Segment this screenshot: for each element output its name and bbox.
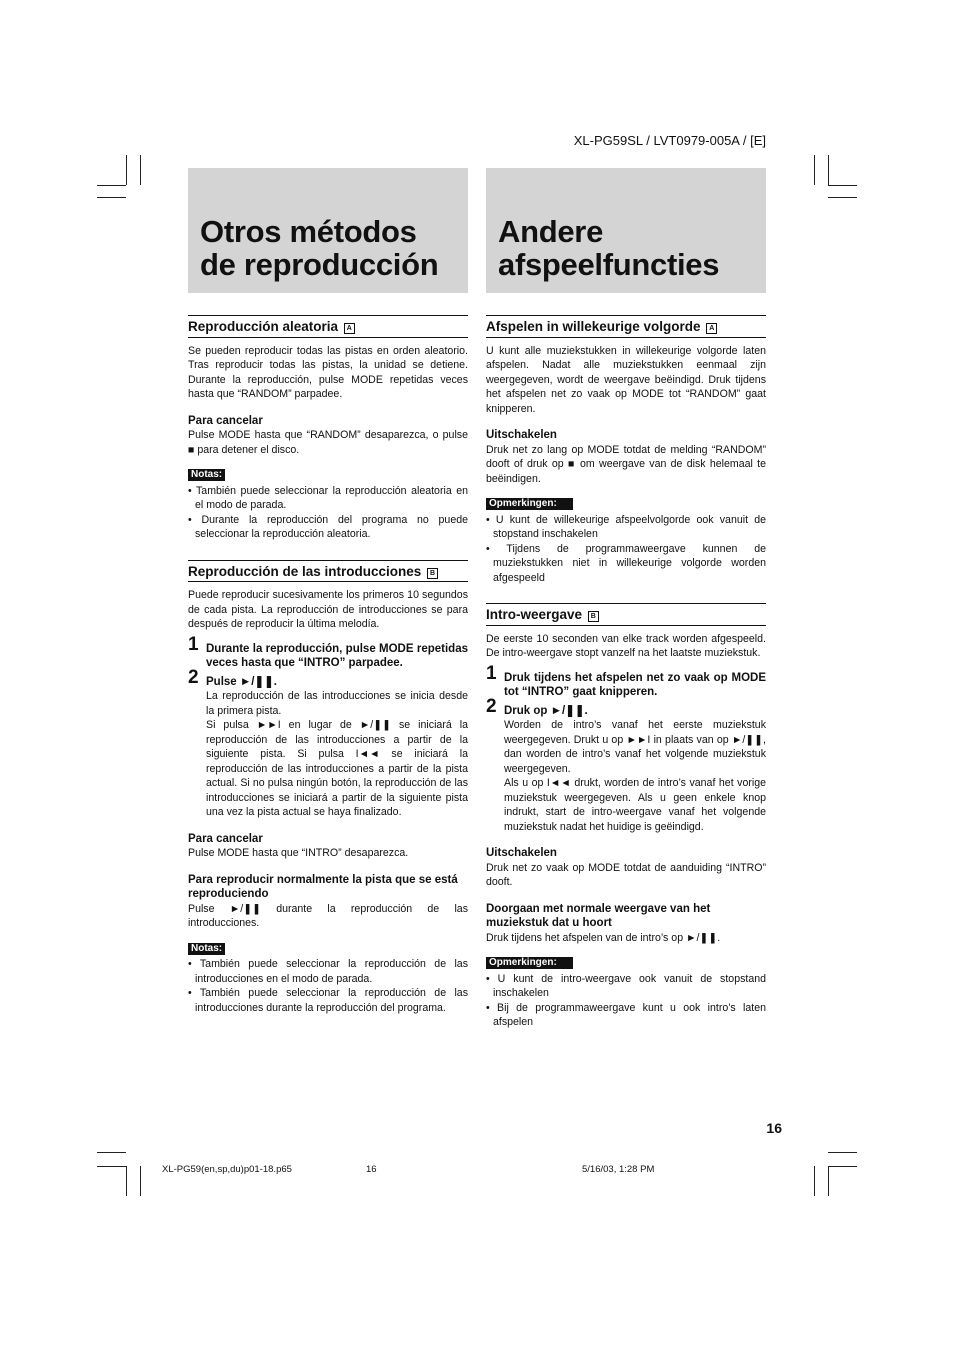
step-text: Pulse ►/❚❚. <box>206 675 277 688</box>
column-es <box>188 315 468 1015</box>
paragraph: Pulse ►/❚❚ durante la reproducción de las introducciones. <box>188 902 468 929</box>
subheading: Para cancelar <box>188 832 263 845</box>
badge-a: A <box>706 323 717 334</box>
step-text: Druk op ►/❚❚. <box>504 704 588 717</box>
step-text: Druk tijdens het afspelen net zo vaak op MODE tot “INTRO” gaat knipperen. <box>504 671 766 698</box>
paragraph: Druk tijdens het afspelen van de intro’s op ►/❚❚. <box>486 931 721 944</box>
section-heading: Reproducción aleatoria A <box>188 315 468 338</box>
notes-list <box>486 513 766 586</box>
title-banner-es <box>188 168 468 293</box>
subheading: Para reproducir normalmente la pista que se está reproduciendo <box>188 873 458 900</box>
crop-mark <box>97 197 126 198</box>
crop-mark <box>828 185 857 186</box>
step <box>486 695 766 835</box>
footer-date: 5/16/03, 1:28 PM <box>582 1164 655 1175</box>
paragraph: De eerste 10 seconden van elke track worden afgespeeld. De intro-weergave stopt vanzelf na het laatste muziekstuk. <box>486 632 766 659</box>
badge-b: B <box>427 568 438 579</box>
list-item: • También puede seleccionar la reproducción aleatoria en el modo de parada. <box>188 484 468 513</box>
paragraph: Druk net zo vaak op MODE totdat de aanduiding “INTRO” dooft. <box>486 861 766 888</box>
step-number: 2 <box>486 695 497 717</box>
crop-mark <box>828 1166 829 1196</box>
step <box>188 633 468 671</box>
notes-list <box>188 484 468 542</box>
list-item: • También puede seleccionar la reproducción de las introducciones durante la reproducción del programa. <box>188 986 468 1015</box>
crop-mark <box>126 1166 127 1196</box>
model-code: XL-PG59SL / LVT0979-005A / [E] <box>573 133 766 148</box>
list-item: • U kunt de willekeurige afspeelvolgorde ook vanuit de stopstand inschakelen <box>486 513 766 542</box>
crop-mark <box>828 197 857 198</box>
paragraph: Pulse MODE hasta que “INTRO” desaparezca. <box>188 847 409 859</box>
list-item: • Durante la reproducción del programa no puede seleccionar la reproducción aleatoria. <box>188 513 468 542</box>
paragraph: Als u op I◄◄ drukt, worden de intro’s vanaf het vorige muziekstuk weergegeven. Als u geen enkele knop indrukt, start de intro-weergave vanaf het volgende muziekstuk nadat het huidige is geëindigd. <box>504 777 766 833</box>
subheading: Uitschakelen <box>486 429 557 441</box>
notes-list <box>486 972 766 1030</box>
crop-mark <box>828 155 829 185</box>
paragraph: Worden de intro’s vanaf het eerste muziekstuk weergegeven. Drukt u op ►►I in plaats van op ►/❚❚, dan worden de intro’s vanaf het volgende muziekstuk weergegeven. <box>504 719 766 775</box>
badge-b: B <box>588 611 599 622</box>
notes-label: Notas: <box>188 469 225 481</box>
crop-mark <box>97 1152 126 1153</box>
crop-mark <box>126 155 127 185</box>
title-banner-nl <box>486 168 766 293</box>
step-number: 1 <box>188 633 199 655</box>
step <box>188 666 468 820</box>
page-title-nl: Andere afspeelfuncties <box>498 214 720 282</box>
footer-page: 16 <box>366 1164 377 1175</box>
crop-mark <box>140 1166 141 1196</box>
step <box>486 662 766 700</box>
step-text: Durante la reproducción, pulse MODE repetidas veces hasta que “INTRO” parpadee. <box>206 642 468 669</box>
subheading: Para cancelar <box>188 414 263 427</box>
paragraph: La reproducción de las introducciones se inicia desde la primera pista. <box>206 690 468 717</box>
page-number: 16 <box>766 1120 782 1136</box>
notes-label: Opmerkingen: <box>486 957 573 969</box>
column-nl <box>486 315 766 1030</box>
crop-mark <box>97 1166 126 1167</box>
list-item: • U kunt de intro-weergave ook vanuit de stopstand inschakelen <box>486 972 766 1001</box>
paragraph: Druk net zo lang op MODE totdat de melding “RANDOM” dooft of druk op ■ om weergave van de disk helemaal te beëindigen. <box>486 443 766 485</box>
notes-label: Notas: <box>188 943 225 955</box>
crop-mark <box>97 185 126 186</box>
crop-mark <box>828 1152 857 1153</box>
list-item: • Tijdens de programmaweergave kunnen de muziekstukken niet in willekeurige volgorde worden afgespeeld <box>486 542 766 586</box>
notes-list <box>188 957 468 1015</box>
paragraph: U kunt alle muziekstukken in willekeurige volgorde laten afspelen. Nadat alle muziekstukken eenmaal zijn weergegeven, wordt de weergave beëindigd. Druk tijdens het afspelen net zo vaak op MODE tot “RANDOM” gaat knipperen. <box>486 344 766 415</box>
badge-a: A <box>344 323 355 334</box>
paragraph: Puede reproducir sucesivamente los primeros 10 segundos de cada pista. La reproducción de introducciones se para después de reproducir la última melodía. <box>188 589 468 630</box>
crop-mark <box>140 155 141 185</box>
section-heading: Afspelen in willekeurige volgorde A <box>486 315 766 338</box>
crop-mark <box>828 1166 857 1167</box>
section-heading: Reproducción de las introducciones B <box>188 560 468 583</box>
list-item: • También puede seleccionar la reproducción de las introducciones en el modo de parada. <box>188 957 468 986</box>
crop-mark <box>814 155 815 185</box>
paragraph: Si pulsa ►►I en lugar de ►/❚❚ se iniciará la reproducción de las introducciones a partir de la siguiente pista. Si pulsa I◄◄ se iniciará la reproducción de las introducciones a partir de la pista actual. Si no pulsa ningún botón, la reproducción de las introducciones se iniciará a partir de la siguiente pista una vez la pista actual se haya finalizado. <box>206 719 468 818</box>
subheading: Doorgaan met normale weergave van het muziekstuk dat u hoort <box>486 902 711 929</box>
subheading: Uitschakelen <box>486 847 557 859</box>
step-number: 2 <box>188 666 199 688</box>
section-heading: Intro-weergave B <box>486 603 766 626</box>
step-number: 1 <box>486 662 497 684</box>
crop-mark <box>814 1166 815 1196</box>
paragraph: Se pueden reproducir todas las pistas en orden aleatorio. Tras reproducir todas las pistas, la unidad se detiene. Durante la reproducción, pulse MODE repetidas veces hasta que “RANDOM” parpadee. <box>188 344 468 400</box>
paragraph: Pulse MODE hasta que “RANDOM” desaparezca, o pulse ■ para detener el disco. <box>188 429 468 456</box>
footer-file: XL-PG59(en,sp,du)p01-18.p65 <box>162 1164 292 1175</box>
page-title-es: Otros métodos de reproducción <box>200 214 439 282</box>
notes-label: Opmerkingen: <box>486 498 573 510</box>
list-item: • Bij de programmaweergave kunt u ook intro’s laten afspelen <box>486 1001 766 1030</box>
